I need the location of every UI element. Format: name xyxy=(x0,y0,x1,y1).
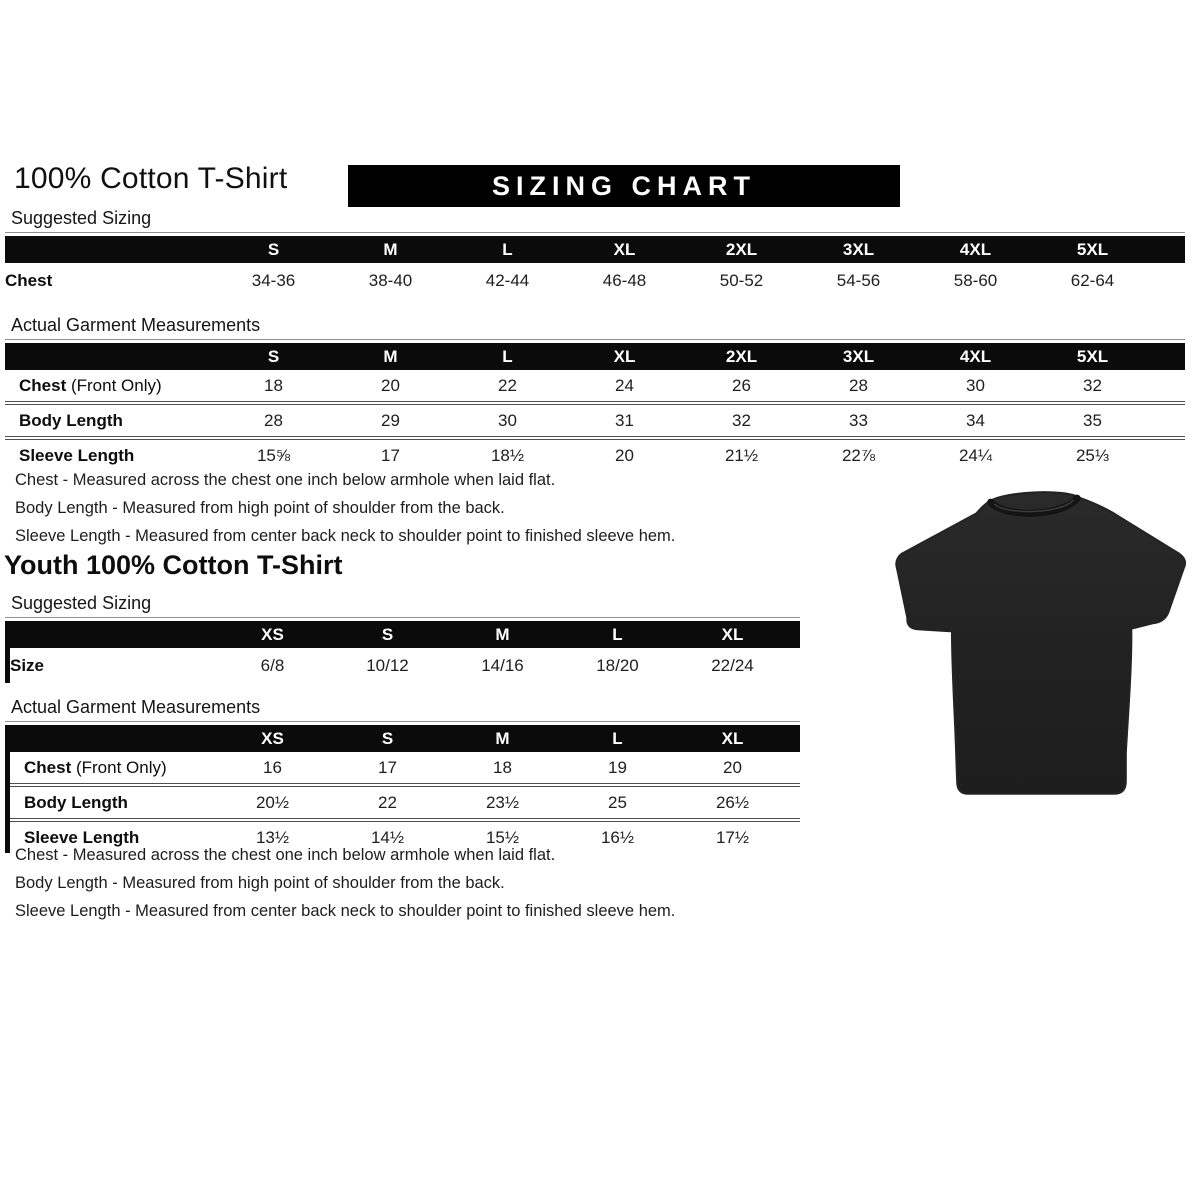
size-column-header: S xyxy=(330,725,445,752)
cell-value: 20 xyxy=(332,370,449,401)
cell-value: 13½ xyxy=(215,818,330,853)
row-filler xyxy=(1151,263,1185,298)
cell-value: 31 xyxy=(566,401,683,436)
cell-value: 22⅞ xyxy=(800,436,917,471)
note-body-length: Body Length - Measured from high point of shoulder from the back. xyxy=(15,499,505,517)
header-filler xyxy=(1151,236,1185,263)
cell-value: 23½ xyxy=(445,783,560,818)
tshirt-shape xyxy=(896,492,1185,794)
tshirt-svg xyxy=(893,487,1193,807)
header-spacer xyxy=(10,621,215,648)
cell-value: 46-48 xyxy=(566,263,683,298)
size-column-header: M xyxy=(445,725,560,752)
cell-value: 32 xyxy=(683,401,800,436)
cell-value: 18 xyxy=(445,752,560,783)
youth-suggested-section xyxy=(5,593,800,683)
size-column-header: S xyxy=(215,236,332,263)
table-row xyxy=(10,648,800,683)
cell-value: 32 xyxy=(1034,370,1151,401)
cell-value: 10/12 xyxy=(330,648,445,683)
cell-value: 14½ xyxy=(330,818,445,853)
adult-measurements-table xyxy=(5,343,1185,471)
size-header-row xyxy=(10,725,800,752)
size-column-header: XS xyxy=(215,621,330,648)
note-sleeve-length: Sleeve Length - Measured from center back neck to shoulder point to finished sleeve hem. xyxy=(15,527,676,545)
table-row xyxy=(5,401,1185,436)
cell-value: 26 xyxy=(683,370,800,401)
size-column-header: XL xyxy=(566,343,683,370)
cell-value: 20 xyxy=(566,436,683,471)
cell-value: 62-64 xyxy=(1034,263,1151,298)
cell-value: 18½ xyxy=(449,436,566,471)
row-label: Chest (Front Only) xyxy=(10,752,215,783)
cell-value: 22 xyxy=(330,783,445,818)
cell-value: 15½ xyxy=(445,818,560,853)
size-column-header: M xyxy=(332,343,449,370)
cell-value: 16½ xyxy=(560,818,675,853)
size-column-header: M xyxy=(332,236,449,263)
cell-value: 30 xyxy=(449,401,566,436)
youth-measurements-table xyxy=(10,725,800,853)
cell-value: 33 xyxy=(800,401,917,436)
size-column-header: 5XL xyxy=(1034,343,1151,370)
cell-value: 30 xyxy=(917,370,1034,401)
row-label: Size xyxy=(10,648,215,683)
note-chest: Chest - Measured across the chest one inch below armhole when laid flat. xyxy=(15,846,556,864)
row-filler xyxy=(1151,436,1185,471)
size-column-header: XL xyxy=(675,621,790,648)
page-title: 100% Cotton T-Shirt xyxy=(14,162,288,195)
cell-value: 19 xyxy=(560,752,675,783)
cell-value: 28 xyxy=(215,401,332,436)
table-row xyxy=(10,783,800,818)
table-row xyxy=(5,263,1185,298)
size-header-row xyxy=(5,236,1185,263)
row-filler xyxy=(790,648,800,683)
row-label: Sleeve Length xyxy=(5,436,215,471)
cell-value: 24 xyxy=(566,370,683,401)
size-column-header: 4XL xyxy=(917,236,1034,263)
cell-value: 14/16 xyxy=(445,648,560,683)
size-column-header: XS xyxy=(215,725,330,752)
adult-suggested-table xyxy=(5,236,1185,298)
note-body-length: Body Length - Measured from high point of shoulder from the back. xyxy=(15,874,505,892)
cell-value: 35 xyxy=(1034,401,1151,436)
adult-notes xyxy=(5,466,675,550)
cell-value: 38-40 xyxy=(332,263,449,298)
cell-value: 24¼ xyxy=(917,436,1034,471)
cell-value: 50-52 xyxy=(683,263,800,298)
size-column-header: S xyxy=(215,343,332,370)
size-column-header: XL xyxy=(566,236,683,263)
row-filler xyxy=(790,783,800,818)
cell-value: 15⅝ xyxy=(215,436,332,471)
cell-value: 16 xyxy=(215,752,330,783)
row-filler xyxy=(1151,370,1185,401)
section-label: Suggested Sizing xyxy=(5,593,800,618)
cell-value: 18 xyxy=(215,370,332,401)
header-filler xyxy=(1151,343,1185,370)
cell-value: 20½ xyxy=(215,783,330,818)
cell-value: 34 xyxy=(917,401,1034,436)
size-column-header: L xyxy=(560,725,675,752)
size-column-header: L xyxy=(449,343,566,370)
header-spacer xyxy=(5,236,215,263)
adult-suggested-section xyxy=(5,208,1185,298)
size-header-row xyxy=(10,621,800,648)
size-column-header: 3XL xyxy=(800,343,917,370)
cell-value: 54-56 xyxy=(800,263,917,298)
section-label: Suggested Sizing xyxy=(5,208,1185,233)
cell-value: 29 xyxy=(332,401,449,436)
adult-measurements-section xyxy=(5,315,1185,471)
youth-title: Youth 100% Cotton T-Shirt xyxy=(4,550,343,580)
section-label: Actual Garment Measurements xyxy=(5,697,800,722)
cell-value: 18/20 xyxy=(560,648,675,683)
cell-value: 25⅓ xyxy=(1034,436,1151,471)
row-filler xyxy=(1151,401,1185,436)
cell-value: 6/8 xyxy=(215,648,330,683)
size-column-header: 2XL xyxy=(683,236,800,263)
row-label: Body Length xyxy=(5,401,215,436)
note-sleeve-length: Sleeve Length - Measured from center back neck to shoulder point to finished sleeve hem. xyxy=(15,902,676,920)
size-column-header: 3XL xyxy=(800,236,917,263)
row-label: Chest (Front Only) xyxy=(5,370,215,401)
size-header-row xyxy=(5,343,1185,370)
cell-value: 20 xyxy=(675,752,790,783)
tshirt-image xyxy=(893,487,1193,812)
section-label: Actual Garment Measurements xyxy=(5,315,1185,340)
row-filler xyxy=(790,752,800,783)
cell-value: 17 xyxy=(330,752,445,783)
size-column-header: XL xyxy=(675,725,790,752)
size-column-header: L xyxy=(449,236,566,263)
cell-value: 22/24 xyxy=(675,648,790,683)
youth-measurements-section xyxy=(5,697,800,853)
size-column-header: 5XL xyxy=(1034,236,1151,263)
size-column-header: 4XL xyxy=(917,343,1034,370)
note-chest: Chest - Measured across the chest one inch below armhole when laid flat. xyxy=(15,471,556,489)
youth-suggested-table xyxy=(10,621,800,683)
cell-value: 26½ xyxy=(675,783,790,818)
row-filler xyxy=(790,818,800,853)
cell-value: 21½ xyxy=(683,436,800,471)
cell-value: 58-60 xyxy=(917,263,1034,298)
size-column-header: M xyxy=(445,621,560,648)
cell-value: 22 xyxy=(449,370,566,401)
cell-value: 28 xyxy=(800,370,917,401)
cell-value: 17½ xyxy=(675,818,790,853)
table-row xyxy=(5,370,1185,401)
cell-value: 25 xyxy=(560,783,675,818)
sizing-chart-banner: SIZING CHART xyxy=(348,165,900,207)
size-column-header: 2XL xyxy=(683,343,800,370)
header-spacer xyxy=(5,343,215,370)
youth-notes xyxy=(5,841,675,925)
cell-value: 17 xyxy=(332,436,449,471)
header-filler xyxy=(790,621,800,648)
cell-value: 42-44 xyxy=(449,263,566,298)
size-column-header: S xyxy=(330,621,445,648)
size-column-header: L xyxy=(560,621,675,648)
header-spacer xyxy=(10,725,215,752)
cell-value: 34-36 xyxy=(215,263,332,298)
header-filler xyxy=(790,725,800,752)
row-label: Body Length xyxy=(10,783,215,818)
row-label: Sleeve Length xyxy=(10,818,215,853)
table-row xyxy=(10,752,800,783)
row-label: Chest xyxy=(5,263,215,298)
